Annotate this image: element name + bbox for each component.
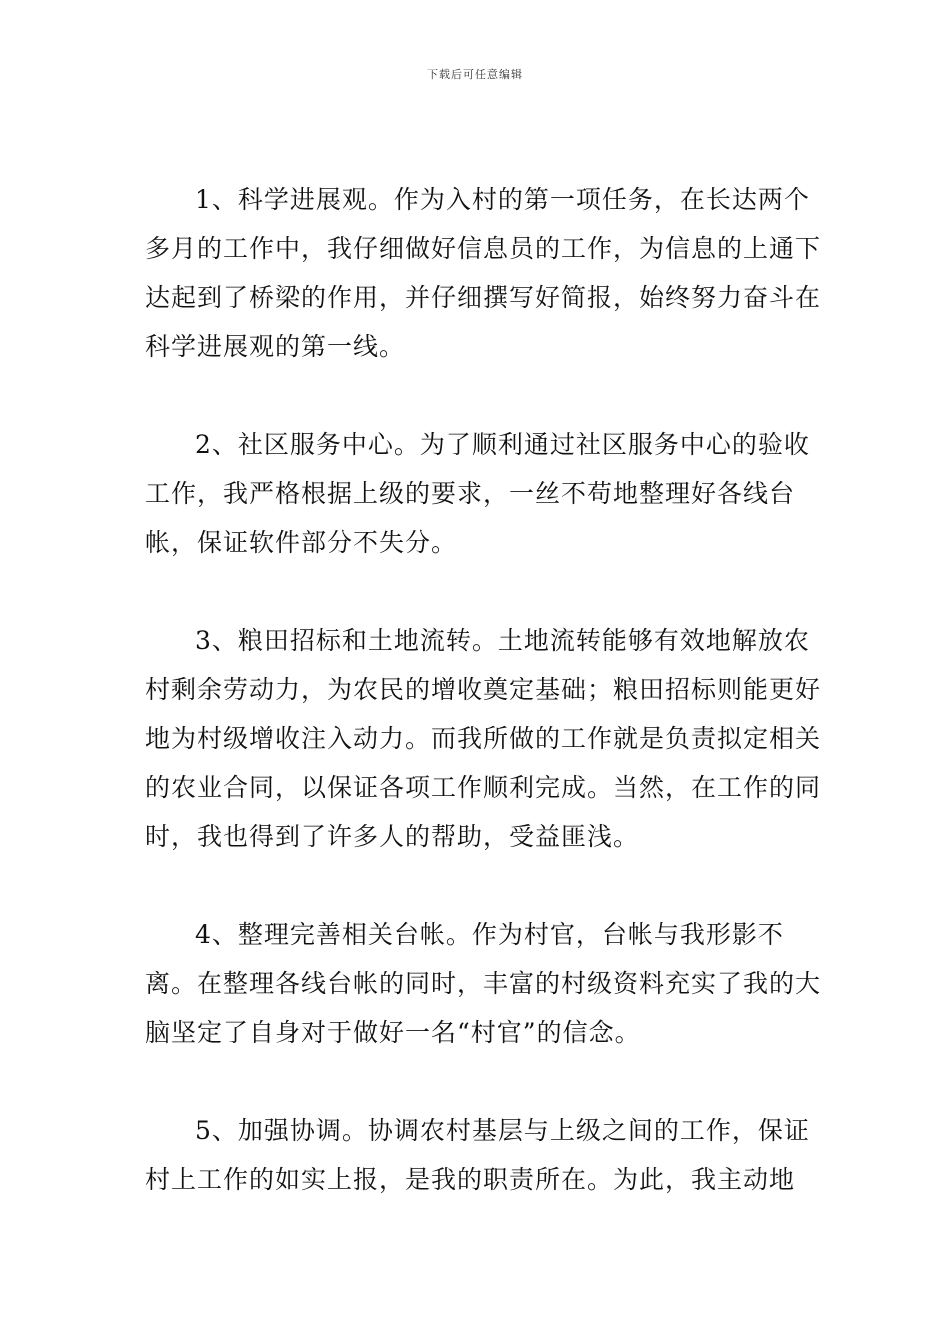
page-header-note: 下载后可任意编辑 bbox=[427, 68, 523, 81]
document-body bbox=[145, 175, 825, 1204]
paragraph-5: 5、加强协调。协调农村基层与上级之间的工作，保证村上工作的如实上报，是我的职责所在。为此，我主动地 bbox=[145, 1116, 810, 1194]
paragraph-4: 4、整理完善相关台帐。作为村官，台帐与我形影不离。在整理各线台帐的同时，丰富的村级资料充实了我的大脑坚定了自身对于做好一名“村官”的信念。 bbox=[145, 920, 822, 1047]
paragraph-2: 2、社区服务中心。为了顺利通过社区服务中心的验收工作，我严格根据上级的要求，一丝不苟地整理好各线台帐，保证软件部分不失分。 bbox=[145, 430, 810, 557]
paragraph-1: 1、科学进展观。作为入村的第一项任务，在长达两个多月的工作中，我仔细做好信息员的工作，为信息的上通下达起到了桥梁的作用，并仔细撰写好简报，始终努力奋斗在科学进展观的第一线。 bbox=[145, 185, 822, 361]
paragraph-3: 3、粮田招标和土地流转。土地流转能够有效地解放农村剩余劳动力，为农民的增收奠定基础；粮田招标则能更好地为村级增收注入动力。而我所做的工作就是负责拟定相关的农业合同，以保证各项工作顺利完成。当然，在工作的同时，我也得到了许多人的帮助，受益匪浅。 bbox=[145, 626, 822, 851]
